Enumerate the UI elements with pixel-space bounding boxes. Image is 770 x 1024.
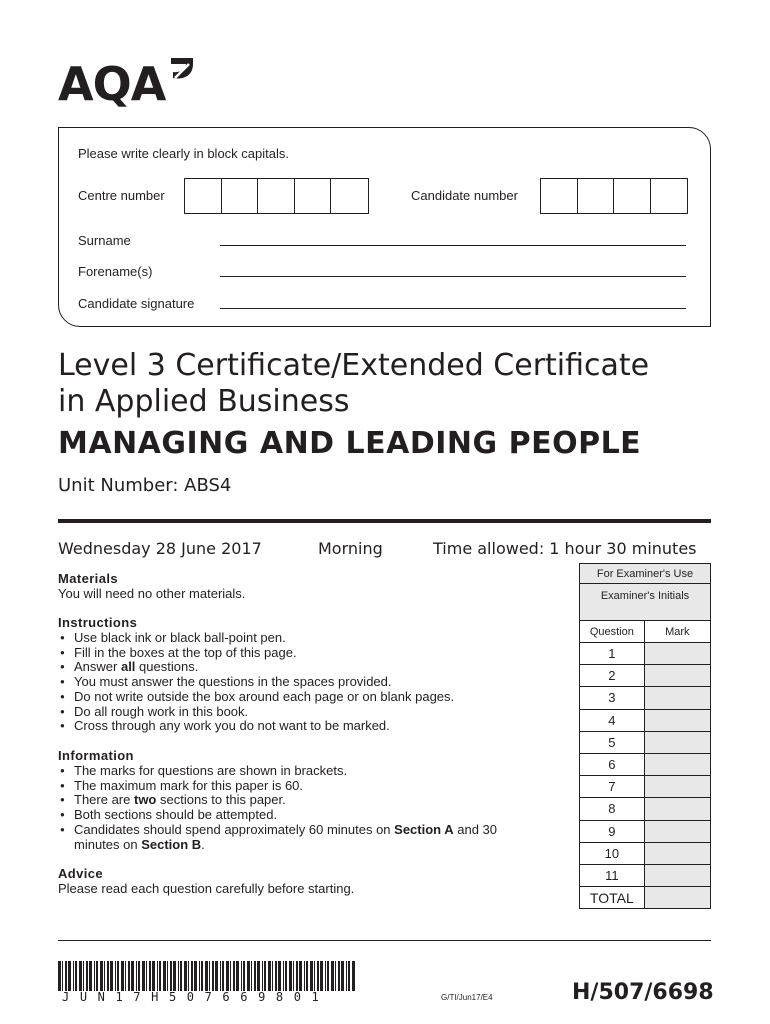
- barcode-bar: [257, 961, 260, 991]
- paper-code-small: G/TI/Jun17/E4: [441, 993, 493, 1002]
- information-item: ● Both sections should be attempted.: [58, 808, 538, 823]
- question-number: 1: [580, 643, 645, 665]
- mark-cell[interactable]: [644, 687, 710, 709]
- barcode-bar: [335, 961, 336, 991]
- centre-digit-box[interactable]: [185, 179, 222, 213]
- forename-label: Forename(s): [78, 264, 153, 279]
- subject-title: MANAGING AND LEADING PEOPLE: [58, 426, 642, 461]
- centre-digit-box[interactable]: [295, 179, 332, 213]
- barcode-bar: [226, 961, 229, 991]
- centre-number-boxes[interactable]: [184, 178, 369, 214]
- barcode-bar: [159, 961, 161, 991]
- barcode-bar: [152, 961, 155, 991]
- advice-text: Please read each question carefully before starting.: [58, 881, 355, 896]
- barcode-bar: [170, 961, 172, 991]
- barcode-bar: [94, 961, 95, 991]
- mark-cell[interactable]: [644, 709, 710, 731]
- instruction-item: ● Cross through any work you do not want to be marked.: [58, 719, 454, 734]
- barcode-bar: [220, 961, 221, 991]
- barcode-bar: [325, 961, 326, 991]
- barcode-bar: [173, 961, 176, 991]
- barcode-bar: [341, 961, 344, 991]
- question-number: 7: [580, 776, 645, 798]
- divider-thin: [58, 940, 711, 941]
- question-number: 4: [580, 709, 645, 731]
- qualification-title-line1: Level 3 Certificate/Extended Certificate: [58, 348, 650, 383]
- barcode-bar: [68, 961, 71, 991]
- mark-cell[interactable]: [644, 665, 710, 687]
- materials-text: You will need no other materials.: [58, 586, 246, 601]
- logo-text: AQA: [58, 57, 166, 111]
- centre-digit-box[interactable]: [258, 179, 295, 213]
- question-number: 9: [580, 820, 645, 842]
- total-mark-cell[interactable]: [644, 887, 710, 909]
- qualification-reference: H/507/6698: [572, 980, 714, 1005]
- examiner-initials-cell[interactable]: [580, 584, 711, 621]
- question-number: 2: [580, 665, 645, 687]
- question-number: 5: [580, 731, 645, 753]
- question-number: 6: [580, 753, 645, 775]
- instruction-item: ● Do not write outside the box around each page or on blank pages.: [58, 690, 454, 705]
- barcode-bar: [346, 961, 347, 991]
- examiner-use-header: For Examiner's Use: [580, 564, 711, 584]
- exam-date: Wednesday 28 June 2017: [58, 539, 262, 558]
- barcode-bar: [115, 961, 116, 991]
- barcode-bar: [293, 961, 294, 991]
- surname-label: Surname: [78, 233, 131, 248]
- examiner-use-table: [579, 563, 711, 909]
- barcode-bar: [62, 961, 63, 991]
- aqa-leaf-icon: [169, 56, 195, 86]
- aqa-logo: [58, 58, 195, 110]
- barcode-bar: [251, 961, 252, 991]
- barcode-bar: [285, 961, 287, 991]
- barcode-bar: [199, 961, 200, 991]
- barcode-bar: [331, 961, 334, 991]
- question-number: 11: [580, 864, 645, 886]
- barcode-icon: [58, 961, 358, 991]
- instruction-item: ● Do all rough work in this book.: [58, 705, 454, 720]
- barcode-bar: [117, 961, 119, 991]
- barcode-bar: [275, 961, 277, 991]
- barcode-bar: [201, 961, 203, 991]
- barcode-bar: [262, 961, 263, 991]
- instruction-item: ● Use black ink or black ball-point pen.: [58, 631, 454, 646]
- barcode-bar: [272, 961, 273, 991]
- unit-number: Unit Number: ABS4: [58, 475, 232, 496]
- exam-session: Morning: [318, 539, 383, 558]
- barcode-bar: [209, 961, 210, 991]
- barcode-bar: [73, 961, 74, 991]
- barcode-bar: [83, 961, 84, 991]
- barcode-bar: [247, 961, 250, 991]
- centre-digit-box[interactable]: [331, 179, 368, 213]
- information-item: ● There are two sections to this paper.: [58, 793, 538, 808]
- information-heading: Information: [58, 748, 134, 763]
- barcode-bar: [104, 961, 105, 991]
- qualification-title-line2: in Applied Business: [58, 384, 350, 419]
- barcode-bar: [125, 961, 126, 991]
- information-list: [58, 764, 538, 852]
- barcode-bar: [352, 961, 355, 991]
- candidate-digit-box[interactable]: [578, 179, 615, 213]
- barcode-bar: [86, 961, 88, 991]
- mark-cell[interactable]: [644, 820, 710, 842]
- total-label: TOTAL: [580, 887, 645, 909]
- instruction-item: ● You must answer the questions in the spaces provided.: [58, 675, 454, 690]
- barcode-bar: [194, 961, 197, 991]
- barcode-bar: [310, 961, 313, 991]
- forename-field[interactable]: [220, 276, 686, 277]
- divider-thick: [58, 519, 711, 523]
- barcode-bar: [163, 961, 166, 991]
- barcode-bar: [89, 961, 92, 991]
- information-item: ● The marks for questions are shown in brackets.: [58, 764, 538, 779]
- barcode-bar: [264, 961, 266, 991]
- mark-cell[interactable]: [644, 842, 710, 864]
- barcode-bar: [243, 961, 245, 991]
- centre-number-label: Centre number: [78, 188, 165, 203]
- mark-cell[interactable]: [644, 731, 710, 753]
- barcode-bar: [233, 961, 235, 991]
- barcode-bar: [254, 961, 256, 991]
- barcode-bar: [180, 961, 182, 991]
- signature-label: Candidate signature: [78, 296, 195, 311]
- barcode-bar: [289, 961, 292, 991]
- barcode-bar: [314, 961, 315, 991]
- block-capitals-instruction: Please write clearly in block capitals.: [78, 146, 289, 161]
- examiner-initials-label: Examiner's Initials: [600, 590, 690, 602]
- barcode-bar: [146, 961, 147, 991]
- barcode-bar: [96, 961, 98, 991]
- mark-cell[interactable]: [644, 798, 710, 820]
- centre-digit-box[interactable]: [222, 179, 259, 213]
- question-number: 8: [580, 798, 645, 820]
- barcode-bar: [136, 961, 137, 991]
- advice-heading: Advice: [58, 866, 104, 881]
- mark-cell[interactable]: [644, 753, 710, 775]
- barcode-bar: [230, 961, 231, 991]
- barcode-bar: [167, 961, 168, 991]
- barcode-bar: [304, 961, 305, 991]
- barcode-bar: [79, 961, 82, 991]
- barcode-bar: [348, 961, 350, 991]
- barcode-bar: [327, 961, 329, 991]
- barcode-bar: [100, 961, 103, 991]
- instructions-heading: Instructions: [58, 615, 138, 630]
- barcode-bar: [236, 961, 239, 991]
- barcode-bar: [283, 961, 284, 991]
- barcode-bar: [215, 961, 218, 991]
- question-column-header: Question: [580, 621, 645, 643]
- information-item: ● Candidates should spend approximately 60 minutes on Section A and 30 minutes on Section B.: [58, 823, 538, 852]
- barcode-bar: [241, 961, 242, 991]
- barcode-bar: [222, 961, 224, 991]
- barcode-bar: [191, 961, 193, 991]
- instruction-item: ● Answer all questions.: [58, 660, 454, 675]
- barcode-bar: [212, 961, 214, 991]
- barcode-bar: [296, 961, 298, 991]
- question-number: 10: [580, 842, 645, 864]
- barcode-bar: [338, 961, 340, 991]
- information-item: ● The maximum mark for this paper is 60.: [58, 779, 538, 794]
- materials-heading: Materials: [58, 571, 118, 586]
- barcode-bar: [65, 961, 67, 991]
- candidate-digit-box[interactable]: [614, 179, 651, 213]
- barcode-bar: [184, 961, 187, 991]
- barcode-bar: [142, 961, 145, 991]
- surname-field[interactable]: [220, 245, 686, 246]
- mark-cell[interactable]: [644, 864, 710, 886]
- barcode-bar: [58, 961, 61, 991]
- time-allowed: Time allowed: 1 hour 30 minutes: [433, 539, 697, 558]
- question-number: 3: [580, 687, 645, 709]
- instructions-list: [58, 631, 454, 734]
- barcode-bar: [107, 961, 109, 991]
- barcode-bar: [188, 961, 189, 991]
- barcode-bar: [157, 961, 158, 991]
- barcode-bar: [178, 961, 179, 991]
- instruction-item: ● Fill in the boxes at the top of this page.: [58, 646, 454, 661]
- signature-field[interactable]: [220, 308, 686, 309]
- candidate-number-label: Candidate number: [411, 188, 518, 203]
- barcode-bar: [121, 961, 124, 991]
- candidate-digit-box[interactable]: [541, 179, 578, 213]
- candidate-details-box: [58, 127, 711, 327]
- barcode-bar: [306, 961, 308, 991]
- mark-column-header: Mark: [644, 621, 710, 643]
- mark-cell[interactable]: [644, 643, 710, 665]
- barcode-bar: [138, 961, 140, 991]
- barcode-bar: [205, 961, 208, 991]
- mark-cell[interactable]: [644, 776, 710, 798]
- barcode-bar: [131, 961, 134, 991]
- candidate-digit-box[interactable]: [651, 179, 688, 213]
- barcode-bar: [278, 961, 281, 991]
- barcode-bar: [75, 961, 77, 991]
- barcode-bar: [110, 961, 113, 991]
- barcode-text: JUN17H507669801: [62, 990, 330, 1004]
- candidate-number-boxes[interactable]: [540, 178, 688, 214]
- barcode-bar: [268, 961, 271, 991]
- barcode-bar: [149, 961, 151, 991]
- barcode-bar: [317, 961, 319, 991]
- barcode-bar: [128, 961, 130, 991]
- barcode-bar: [320, 961, 323, 991]
- barcode-bar: [299, 961, 302, 991]
